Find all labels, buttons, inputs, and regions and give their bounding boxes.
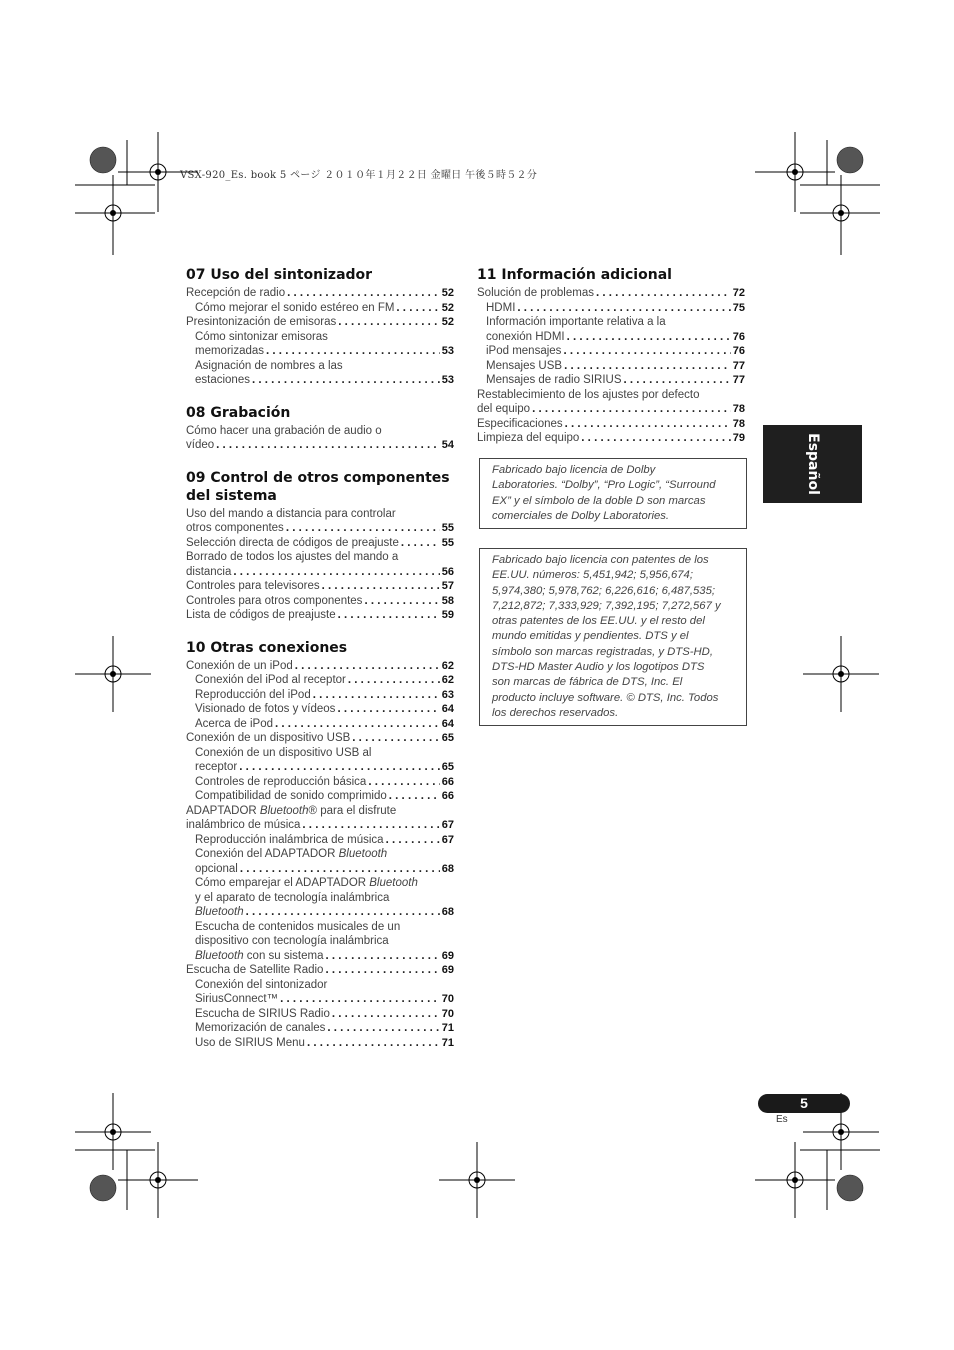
toc-entry[interactable]: [186, 760, 454, 775]
toc-leader-dots: [532, 402, 731, 417]
toc-entry[interactable]: [186, 949, 454, 964]
toc-entry-label: del equipo: [477, 403, 531, 415]
toc-section: [186, 404, 454, 453]
notice-line: Fabricado bajo licencia de Dolby: [492, 464, 656, 476]
toc-leader-dots: [295, 659, 440, 674]
toc-leader-dots: [338, 315, 440, 330]
toc-entry[interactable]: [186, 521, 454, 536]
toc-section: [477, 266, 745, 446]
toc-entry[interactable]: [186, 536, 454, 551]
dts-notice-box: [479, 548, 747, 726]
toc-entry[interactable]: [186, 688, 454, 703]
toc-page-number: 75: [732, 301, 745, 314]
toc-entry-label: conexión HDMI: [486, 330, 565, 343]
notice-line: EE.UU. números: 5,451,942; 5,956,674;: [492, 569, 693, 582]
notice-line: símbolo son marcas registradas, y DTS-HD,: [492, 645, 713, 658]
toc-entry-line: Conexión del ADAPTADOR Bluetooth: [195, 848, 388, 860]
toc-leader-dots: [565, 417, 731, 432]
notice-line: son marcas de fábrica de DTS, Inc. El: [492, 676, 683, 689]
toc-leader-dots: [216, 438, 440, 453]
toc-leader-dots: [266, 344, 440, 359]
toc-entry[interactable]: [186, 833, 454, 848]
toc-section: [186, 266, 454, 388]
toc-entry-label: Bluetooth con su sistema: [195, 949, 324, 962]
toc-section-title: 08 Grabación: [186, 404, 291, 421]
toc-entry-label: Recepción de radio: [186, 287, 286, 299]
toc-entry[interactable]: [186, 315, 454, 330]
toc-page-number: 52: [441, 301, 454, 314]
toc-entry[interactable]: [477, 344, 745, 359]
toc-leader-dots: [348, 673, 440, 688]
toc-entry-label: Escucha de Satellite Radio: [186, 964, 324, 976]
toc-entry[interactable]: [186, 775, 454, 790]
notice-line: DTS-HD Master Audio y los logotipos DTS: [492, 661, 705, 674]
toc-entry[interactable]: [186, 659, 454, 674]
toc-leader-dots: [275, 717, 440, 732]
toc-entry-label: Conexión de un iPod: [186, 659, 293, 672]
toc-section-title: 09 Control de otros componentes del sistema: [186, 469, 450, 504]
toc-entry-line: Conexión de un dispositivo USB al: [195, 746, 372, 759]
toc-entry-label: HDMI: [486, 301, 516, 314]
toc-leader-dots: [287, 286, 440, 301]
notice-line: 5,974,380; 5,978,762; 6,226,616; 6,487,535;: [492, 584, 715, 597]
toc-leader-dots: [581, 431, 730, 446]
toc-page-number: 55: [441, 522, 454, 534]
toc-entry-label: receptor: [195, 761, 238, 773]
toc-column-right: [477, 266, 745, 462]
toc-entry-label: iPod mensajes: [486, 345, 562, 357]
toc-entry[interactable]: [186, 673, 454, 688]
toc-entry-label: Controles para televisores: [186, 580, 320, 592]
toc-entry[interactable]: [186, 717, 454, 732]
toc-page-number: 57: [441, 580, 454, 592]
toc-entry-label: Uso de SIRIUS Menu: [195, 1036, 305, 1049]
toc-entry[interactable]: [186, 963, 454, 978]
toc-page-number: 68: [441, 906, 454, 918]
toc-entry-line: Restablecimiento de los ajustes por defecto: [477, 388, 700, 401]
toc-page-number: 64: [441, 703, 454, 715]
toc-leader-dots: [396, 301, 439, 316]
toc-leader-dots: [596, 286, 731, 301]
toc-page-number: 76: [732, 330, 745, 343]
notice-line: otras patentes de los EE.UU. y el resto del: [492, 615, 705, 628]
toc-section-title: 11 Información adicional: [477, 267, 672, 283]
toc-page-number: 58: [441, 594, 454, 607]
toc-page-number: 78: [732, 403, 745, 415]
notice-line: los derechos reservados.: [492, 706, 619, 719]
toc-entry-label: estaciones: [195, 374, 250, 386]
toc-entry[interactable]: [186, 702, 454, 717]
toc-entry[interactable]: [186, 373, 454, 388]
toc-leader-dots: [240, 862, 440, 877]
toc-page-number: 62: [441, 674, 454, 686]
toc-entry[interactable]: [186, 731, 454, 746]
toc-entry-line: dispositivo con tecnología inalámbrica: [195, 935, 389, 947]
toc-entry[interactable]: [186, 579, 454, 594]
toc-entry-label: Compatibilidad de sonido comprimido: [195, 790, 387, 802]
toc-entry-label: inalámbrico de música: [186, 819, 301, 831]
toc-entry-line: Cómo sintonizar emisoras: [195, 330, 328, 343]
toc-entry-line: Uso del mando a distancia para controlar: [186, 507, 396, 520]
toc-leader-dots: [239, 760, 440, 775]
toc-entry-line: Información importante relativa a la: [486, 316, 666, 328]
toc-entry-label: Conexión del iPod al receptor: [195, 674, 346, 686]
toc-entry-label: Bluetooth: [195, 906, 244, 918]
toc-entry-label: memorizadas: [195, 345, 265, 357]
toc-entry[interactable]: [477, 402, 745, 417]
toc-leader-dots: [322, 579, 440, 594]
toc-leader-dots: [286, 521, 440, 536]
toc-entry-line: ADAPTADOR Bluetooth® para el disfrute: [186, 804, 397, 817]
toc-page-number: 79: [732, 432, 745, 444]
toc-leader-dots: [389, 789, 440, 804]
toc-page-number: 63: [441, 688, 454, 701]
toc-leader-dots: [564, 359, 731, 374]
toc-entry-label: Solución de problemas: [477, 287, 594, 299]
toc-page-number: 65: [441, 732, 454, 744]
toc-page-number: 70: [441, 1007, 454, 1020]
toc-entry-label: Reproducción inalámbrica de música: [195, 833, 384, 846]
toc-page-number: 56: [441, 565, 454, 578]
toc-entry-line: Borrado de todos los ajustes del mando a: [186, 551, 399, 563]
toc-entry[interactable]: [477, 359, 745, 374]
notice-line: mundo emitidas y pendientes. DTS y el: [492, 630, 689, 643]
toc-page-number: 54: [441, 439, 454, 451]
toc-entry-line: Cómo emparejar el ADAPTADOR Bluetooth: [195, 877, 418, 889]
page-language-code: Es: [776, 1114, 788, 1125]
toc-page-number: 70: [441, 993, 454, 1005]
toc-leader-dots: [327, 1021, 439, 1036]
toc-entry-label: Selección directa de códigos de preajuste: [186, 536, 399, 549]
toc-leader-dots: [624, 373, 731, 388]
toc-entry-label: SiriusConnect™: [195, 993, 279, 1005]
toc-entry-label: Acerca de iPod: [195, 717, 273, 730]
toc-entry[interactable]: [477, 301, 745, 316]
toc-page-number: 71: [441, 1036, 454, 1049]
toc-entry-label: Presintonización de emisoras: [186, 316, 337, 328]
dolby-notice-box: [479, 458, 747, 529]
toc-entry[interactable]: [186, 1036, 454, 1051]
toc-entry[interactable]: [186, 905, 454, 920]
toc-leader-dots: [352, 731, 439, 746]
toc-page-number: 53: [441, 345, 454, 357]
toc-leader-dots: [280, 992, 440, 1007]
toc-entry[interactable]: [477, 417, 745, 432]
toc-page-number: 68: [441, 862, 454, 875]
toc-leader-dots: [401, 536, 440, 551]
notice-line: 7,212,872; 7,333,929; 7,392,195; 7,272,567 y: [492, 599, 721, 612]
language-tab: [763, 425, 862, 503]
toc-leader-dots: [252, 373, 440, 388]
toc-entry-label: vídeo: [186, 439, 215, 451]
toc-entry-label: distancia: [186, 565, 232, 578]
toc-entry-line: Conexión del sintonizador: [195, 978, 328, 991]
toc-section-title: 10 Otras conexiones: [186, 639, 348, 656]
toc-page-number: 77: [732, 374, 745, 386]
toc-section: [186, 639, 454, 1051]
toc-entry-label: Controles para otros componentes: [186, 594, 363, 607]
toc-entry-line: Cómo hacer una grabación de audio o: [186, 424, 382, 437]
toc-page-number: 62: [441, 659, 454, 672]
toc-entry-label: Lista de códigos de preajuste: [186, 609, 336, 621]
toc-page-number: 77: [732, 359, 745, 372]
toc-page-number: 66: [441, 790, 454, 802]
toc-leader-dots: [517, 301, 730, 316]
toc-column-left: [186, 266, 454, 1066]
toc-leader-dots: [386, 833, 440, 848]
toc-leader-dots: [563, 344, 730, 359]
toc-entry[interactable]: [186, 565, 454, 580]
toc-entry[interactable]: [186, 594, 454, 609]
toc-entry[interactable]: [186, 438, 454, 453]
toc-entry[interactable]: [186, 286, 454, 301]
toc-page-number: 72: [732, 287, 745, 299]
toc-entry-label: otros componentes: [186, 522, 284, 534]
notice-line: Laboratories. “Dolby”, “Pro Logic”, “Surround: [492, 479, 716, 492]
toc-page-number: 55: [441, 536, 454, 549]
toc-entry[interactable]: [186, 344, 454, 359]
toc-leader-dots: [338, 608, 440, 623]
toc-page-number: 64: [441, 717, 454, 730]
toc-entry[interactable]: [186, 1007, 454, 1022]
toc-entry-label: Limpieza del equipo: [477, 432, 580, 444]
toc-leader-dots: [332, 1007, 440, 1022]
toc-entry-line: y el aparato de tecnología inalámbrica: [195, 891, 390, 904]
toc-entry-label: Memorización de canales: [195, 1022, 326, 1034]
book-header-line: VSX-920_Es. book 5 ページ ２０１０年１月２２日 金曜日 午後５時５２分: [180, 170, 538, 181]
toc-section-title: 07 Uso del sintonizador: [186, 267, 373, 283]
notice-line: EX” y el símbolo de la doble D son marcas: [492, 494, 706, 507]
toc-leader-dots: [246, 905, 440, 920]
toc-leader-dots: [307, 1036, 440, 1051]
toc-entry-label: Visionado de fotos y vídeos: [195, 703, 336, 715]
toc-entry-line: Escucha de contenidos musicales de un: [195, 920, 401, 933]
toc-entry[interactable]: [186, 789, 454, 804]
toc-entry-label: Escucha de SIRIUS Radio: [195, 1007, 330, 1020]
toc-leader-dots: [364, 594, 439, 609]
toc-leader-dots: [326, 949, 440, 964]
toc-page-number: 67: [441, 833, 454, 846]
toc-section: [186, 469, 454, 623]
toc-leader-dots: [368, 775, 439, 790]
toc-entry[interactable]: [477, 330, 745, 345]
toc-entry-label: Conexión de un dispositivo USB: [186, 732, 351, 744]
notice-line: comerciales de Dolby Laboratories.: [492, 509, 670, 522]
toc-entry[interactable]: [186, 301, 454, 316]
toc-page-number: 78: [732, 417, 745, 430]
toc-page-number: 71: [441, 1022, 454, 1034]
toc-page-number: 69: [441, 964, 454, 976]
toc-leader-dots: [337, 702, 439, 717]
toc-entry-label: opcional: [195, 862, 238, 875]
toc-entry[interactable]: [186, 862, 454, 877]
toc-page-number: 65: [441, 761, 454, 773]
toc-entry[interactable]: [186, 1021, 454, 1036]
language-tab-label: Español: [804, 433, 821, 495]
toc-leader-dots: [313, 688, 440, 703]
toc-page-number: 76: [732, 345, 745, 357]
toc-entry-label: Especificaciones: [477, 417, 563, 430]
toc-entry[interactable]: [477, 286, 745, 301]
toc-leader-dots: [325, 963, 439, 978]
toc-entry[interactable]: [477, 373, 745, 388]
toc-entry-label: Controles de reproducción básica: [195, 775, 367, 788]
page-number: 5: [758, 1094, 850, 1113]
toc-page-number: 59: [441, 609, 454, 621]
notice-line: Fabricado bajo licencia con patentes de los: [492, 554, 709, 566]
toc-entry-label: Cómo mejorar el sonido estéreo en FM: [195, 301, 395, 314]
toc-leader-dots: [567, 330, 731, 345]
toc-page-number: 66: [441, 775, 454, 788]
toc-entry[interactable]: [186, 608, 454, 623]
toc-entry[interactable]: [186, 818, 454, 833]
notice-line: producto incluye software. © DTS, Inc. Todos: [492, 691, 719, 704]
toc-entry[interactable]: [186, 992, 454, 1007]
toc-entry[interactable]: [477, 431, 745, 446]
toc-page-number: 53: [441, 374, 454, 386]
toc-entry-label: Reproducción del iPod: [195, 688, 311, 701]
toc-page-number: 67: [441, 819, 454, 831]
toc-entry-label: Mensajes USB: [486, 359, 563, 372]
toc-page-number: 52: [441, 316, 454, 328]
toc-page-number: 52: [441, 287, 454, 299]
toc-entry-label: Mensajes de radio SIRIUS: [486, 374, 622, 386]
toc-page-number: 69: [441, 949, 454, 962]
toc-leader-dots: [233, 565, 439, 580]
toc-entry-line: Asignación de nombres a las: [195, 359, 343, 372]
toc-leader-dots: [302, 818, 439, 833]
